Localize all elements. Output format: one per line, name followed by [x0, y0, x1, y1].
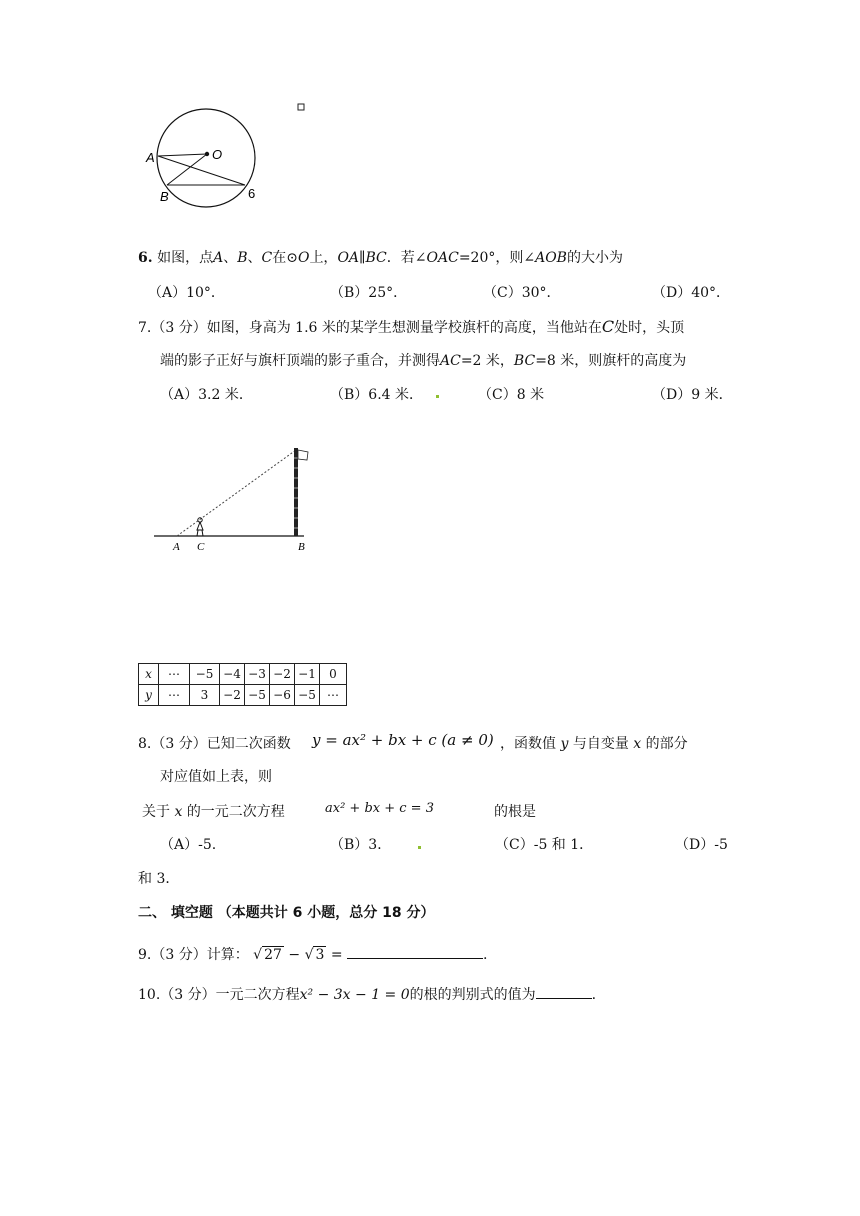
q8-equation: ax² + bx + c = 3: [325, 801, 434, 816]
q8-line-1-tail: ，函数值 y 与自变量 x 的部分: [500, 736, 688, 752]
q7-option-b: （B）6.4 米．: [330, 387, 424, 403]
q10-number: 10.: [138, 987, 161, 1003]
q6-option-b: （B）25°．: [330, 285, 408, 301]
label-a: A: [173, 541, 180, 553]
q9-number: 9.: [138, 947, 152, 963]
q10-equation: x² − 3x − 1 = 0: [299, 987, 410, 1003]
q8-line-1: 8.（3 分）已知二次函数: [138, 736, 291, 752]
q7-number: 7.: [138, 320, 152, 336]
q9-answer-blank[interactable]: [347, 944, 483, 959]
q8-line-3-tail: 的根是: [494, 804, 536, 820]
segment-ac: [158, 156, 245, 185]
circle-figure: [135, 95, 325, 210]
segment-ao: [158, 154, 207, 156]
sqrt-3: √ 3: [304, 947, 325, 963]
q8-option-d: （D）-5: [675, 837, 728, 853]
label-a: A: [146, 150, 155, 165]
q7-option-a: （A）3.2 米．: [160, 387, 253, 403]
shadow-ray: [177, 450, 296, 536]
table-row: x ⋯ −5 −4 −3 −2 −1 0: [139, 664, 347, 685]
table-row: y ⋯ 3 −2 −5 −6 −5 ⋯: [139, 685, 347, 706]
label-b: B: [160, 189, 169, 204]
q8-number: 8.: [138, 736, 152, 752]
circle-o: [157, 109, 255, 207]
q6-option-c: （C）30°．: [483, 285, 561, 301]
q10-line: 10.（3 分）一元二次方程x² − 3x − 1 = 0的根的判别式的值为 .: [138, 984, 596, 1004]
center-point: [205, 152, 209, 156]
flagpole-figure: [150, 442, 340, 557]
label-c: C: [197, 541, 205, 553]
segment-bo: [167, 154, 207, 185]
q7-line-1: 7.（3 分）如图，身高为 1.6 米的某学生想测量学校旗杆的高度，当他站在C处时，头顶: [138, 317, 685, 336]
label-b: B: [298, 541, 305, 553]
q9-line: 9.（3 分）计算： √ 27 − √ 3 = .: [138, 944, 488, 964]
flagpole: [294, 448, 298, 536]
q8-option-d-wrap: 和 3．: [138, 871, 180, 887]
q8-option-a: （A）-5.: [160, 837, 217, 853]
small-square-mark: [298, 104, 304, 110]
q10-answer-blank[interactable]: [536, 984, 592, 999]
label-o: O: [212, 147, 223, 162]
q7-option-c: （C）8 米: [478, 387, 545, 403]
q6-option-a: （A）10°．: [148, 285, 225, 301]
green-dot-mark: [436, 395, 439, 398]
q7-line-2: 端的影子正好与旗杆顶端的影子重合，并测得AC=2 米，BC=8 米，则旗杆的高度为: [160, 353, 687, 369]
section-title: 二、 填空题 （本题共计 6 小题，总分 18 分）: [138, 905, 435, 921]
green-dot-mark: [418, 846, 421, 849]
q8-line-2: 对应值如上表，则: [160, 769, 272, 785]
sqrt-27: √ 27: [253, 947, 282, 963]
value-table: [138, 663, 347, 706]
q8-option-b: （B）3．: [330, 837, 392, 853]
student-figure: [197, 518, 203, 536]
q8-option-c: （C）-5 和 1．: [495, 837, 594, 853]
q6-option-d: （D）40°．: [652, 285, 731, 301]
flag: [298, 450, 308, 460]
q7-option-d: （D）9 米．: [652, 387, 733, 403]
label-six: 6: [248, 186, 256, 201]
q6-stem: 6. 如图，点A、B、C在⊙O上，OA∥BC．若∠OAC=20°，则∠AOB的大小为: [138, 250, 623, 266]
q6-number: 6.: [138, 250, 153, 266]
q8-line-3: 关于 x 的一元二次方程: [142, 804, 285, 820]
q8-function: y = ax² + bx + c (a ≠ 0): [312, 731, 494, 749]
